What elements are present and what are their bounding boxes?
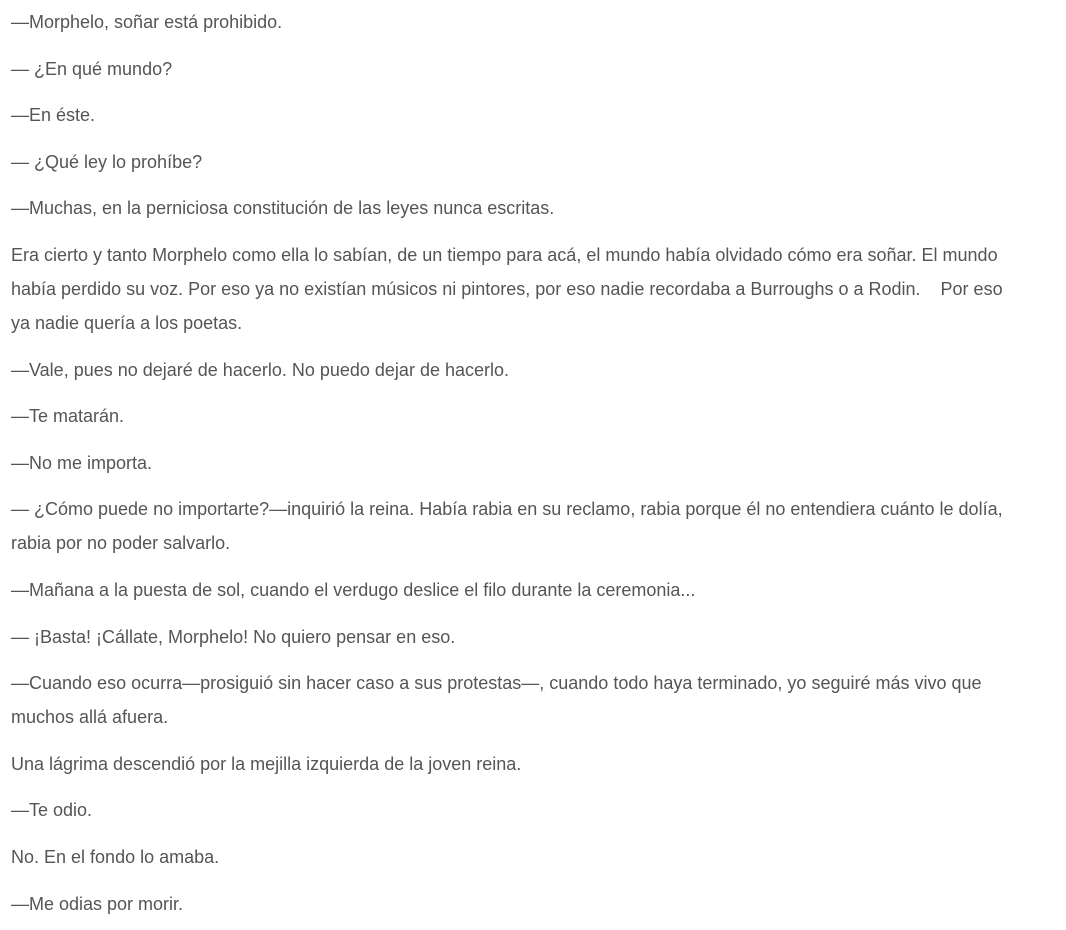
story-paragraph: Era cierto y tanto Morphelo como ella lo sabían, de un tiempo para acá, el mundo había olvidado cómo era soñar. El mundo había perdido su voz. Por eso ya no existían músicos ni pintores, por eso nadie recordaba a Burroughs o a Rodin. Por eso ya nadie quería a los poetas. bbox=[11, 244, 1008, 333]
story-paragraph: — ¿Qué ley lo prohíbe? bbox=[11, 151, 203, 172]
story-paragraph: —No me importa. bbox=[11, 452, 153, 473]
story-paragraph: — ¿En qué mundo? bbox=[11, 58, 173, 79]
story-paragraph: —En éste. bbox=[11, 105, 96, 126]
story-paragraph: Una lágrima descendió por la mejilla izquierda de la joven reina. bbox=[11, 753, 522, 774]
story-paragraph: — ¡Basta! ¡Cállate, Morphelo! No quiero pensar en eso. bbox=[11, 626, 456, 647]
story-paragraph: —Mañana a la puesta de sol, cuando el verdugo deslice el filo durante la ceremonia... bbox=[11, 579, 696, 600]
story-paragraph: —Cuando eso ocurra—prosiguió sin hacer caso a sus protestas—, cuando todo haya terminado, yo seguiré más vivo que muchos allá afuera. bbox=[11, 673, 987, 728]
story-paragraph: —Muchas, en la perniciosa constitución de las leyes nunca escritas. bbox=[11, 198, 555, 219]
story-paragraph: —Me odias por morir. bbox=[11, 893, 184, 914]
story-paragraph: — ¿Cómo puede no importarte?—inquirió la reina. Había rabia en su reclamo, rabia porque él no entendiera cuánto le dolía, rabia por no poder salvarlo. bbox=[11, 499, 1008, 554]
story-paragraph: No. En el fondo lo amaba. bbox=[11, 846, 220, 867]
story-paragraph: —Vale, pues no dejaré de hacerlo. No puedo dejar de hacerlo. bbox=[11, 359, 509, 380]
story-paragraph: —Morphelo, soñar está prohibido. bbox=[11, 12, 283, 32]
story-paragraph: —Te matarán. bbox=[11, 406, 125, 427]
story-paragraph: —Te odio. bbox=[11, 800, 93, 821]
